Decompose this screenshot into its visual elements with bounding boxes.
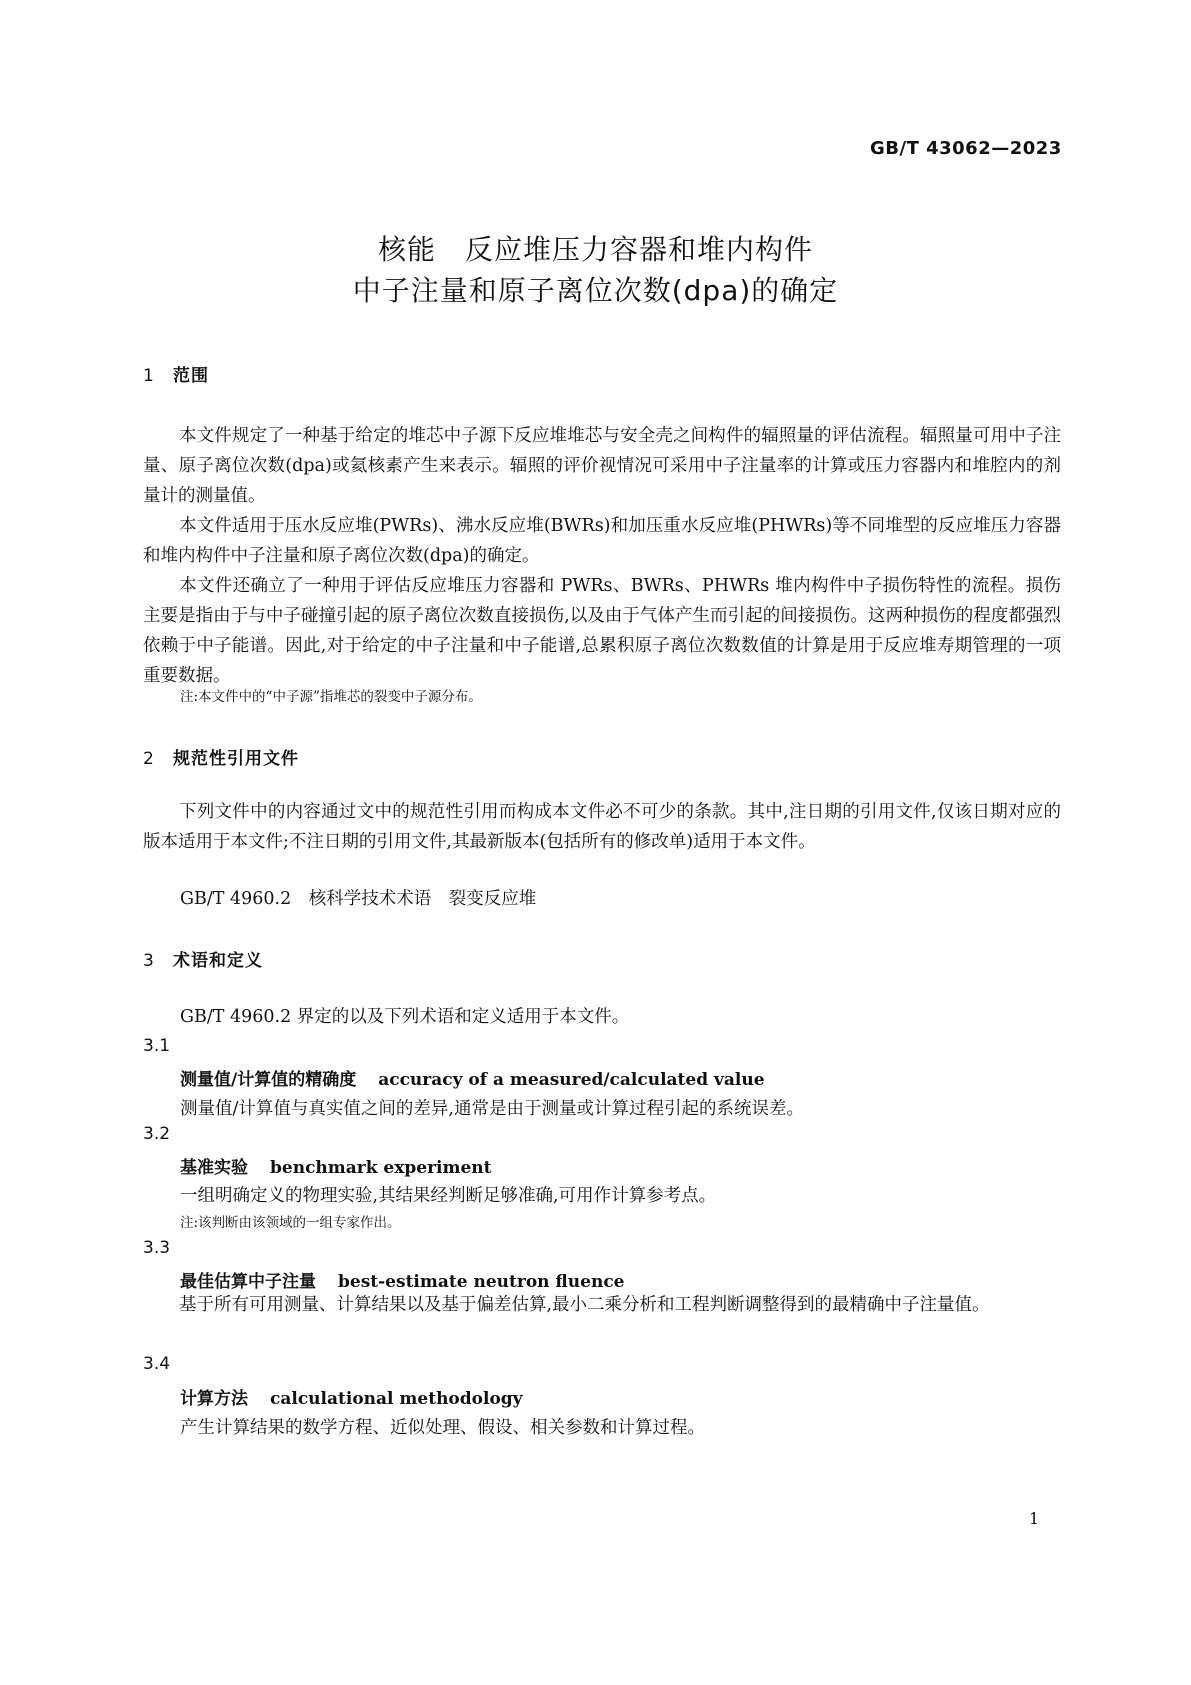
term-en: benchmark experiment (270, 1158, 492, 1178)
section-3-intro: GB/T 4960.2 界定的以及下列术语和定义适用于本文件。 (180, 1007, 630, 1027)
term-definition: 测量值/计算值与真实值之间的差异,通常是由于测量或计算过程引起的系统误差。 (180, 1099, 804, 1119)
term-zh: 计算方法 (180, 1389, 248, 1409)
section-3-title: 术语和定义 (173, 951, 263, 971)
section-1-paragraph-2: 本文件适用于压水反应堆(PWRs)、沸水反应堆(BWRs)和加压重水反应堆(PHWRs)等不同堆型的反应堆压力容器和堆内构件中子注量和原子离位次数(dpa)的确定。 (143, 516, 1061, 566)
section-1-number: 1 (143, 366, 155, 386)
term-heading (180, 1267, 625, 1292)
section-1-title: 范围 (173, 366, 209, 386)
term-en: best-estimate neutron fluence (338, 1272, 625, 1292)
term-en: calculational methodology (270, 1389, 523, 1409)
section-2-number: 2 (143, 749, 155, 769)
term-zh: 最佳估算中子注量 (180, 1272, 316, 1292)
term-number: 3.4 (143, 1354, 171, 1374)
section-1-note: 注:本文件中的“中子源”指堆芯的裂变中子源分布。 (180, 689, 482, 705)
section-2-heading (143, 744, 299, 769)
term-heading (180, 1384, 523, 1409)
normative-reference: GB/T 4960.2 核科学技术术语 裂变反应堆 (180, 889, 537, 909)
title-line-2: 中子注量和原子离位次数(dpa)的确定 (352, 274, 839, 307)
section-3-heading (143, 946, 263, 971)
title-line-1: 核能 反应堆压力容器和堆内构件 (377, 233, 813, 266)
term-number: 3.1 (143, 1036, 171, 1056)
term-en: accuracy of a measured/calculated value (378, 1070, 765, 1090)
term-definition: 基于所有可用测量、计算结果以及基于偏差估算,最小二乘分析和工程判断调整得到的最精确中子注量值。 (179, 1295, 990, 1315)
document-code: GB/T 43062—2023 (870, 138, 1062, 159)
term-definition: 一组明确定义的物理实验,其结果经判断足够准确,可用作计算参考点。 (180, 1186, 717, 1206)
term-number: 3.2 (143, 1124, 171, 1144)
section-1-paragraph-3: 本文件还确立了一种用于评估反应堆压力容器和 PWRs、BWRs、PHWRs 堆内构件中子损伤特性的流程。损伤主要是指由于与中子碰撞引起的原子离位次数直接损伤,以及由于气体产生而引起的间接损伤。这两种损伤的程度都强烈依赖于中子能谱。因此,对于给定的中子注量和中子能谱,总累积原子离位次数数值的计算是用于反应堆寿期管理的一项重要数据。 (143, 576, 1061, 686)
term-number: 3.3 (143, 1238, 171, 1258)
section-1-heading (143, 361, 209, 386)
section-2-paragraph-1: 下列文件中的内容通过文中的规范性引用而构成本文件必不可少的条款。其中,注日期的引用文件,仅该日期对应的版本适用于本文件;不注日期的引用文件,其最新版本(包括所有的修改单)适用于本文件。 (143, 802, 1061, 852)
term-zh: 基准实验 (180, 1158, 248, 1178)
term-heading (180, 1153, 492, 1178)
page-number: 1 (1029, 1509, 1040, 1528)
term-heading (180, 1065, 765, 1090)
term-note: 注:该判断由该领域的一组专家作出。 (180, 1215, 401, 1231)
section-1-paragraph-1: 本文件规定了一种基于给定的堆芯中子源下反应堆堆芯与安全壳之间构件的辐照量的评估流程。辐照量可用中子注量、原子离位次数(dpa)或氦核素产生来表示。辐照的评价视情况可采用中子注量率的计算或压力容器内和堆腔内的剂量计的测量值。 (143, 426, 1061, 506)
section-2-title: 规范性引用文件 (173, 749, 299, 769)
term-definition: 产生计算结果的数学方程、近似处理、假设、相关参数和计算过程。 (180, 1418, 705, 1438)
term-zh: 测量值/计算值的精确度 (180, 1070, 357, 1090)
section-3-number: 3 (143, 951, 155, 971)
